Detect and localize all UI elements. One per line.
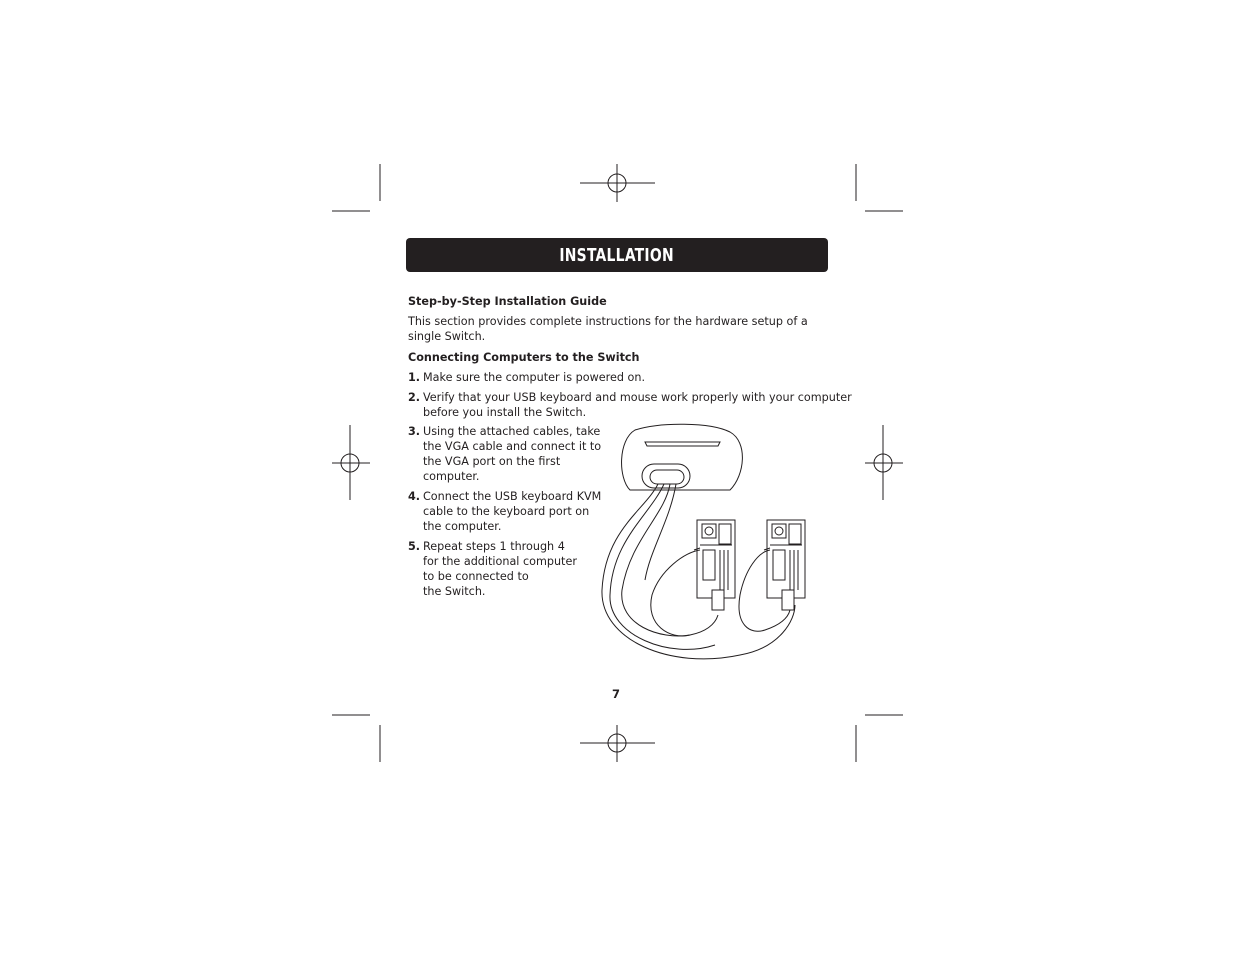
step-line: to be connected to xyxy=(423,570,529,583)
kvm-connection-illustration xyxy=(590,420,830,680)
intro-line: single Switch. xyxy=(408,330,486,343)
page-number: 7 xyxy=(612,687,621,701)
step-text xyxy=(423,539,577,599)
intro-line: This section provides complete instructions for the hardware setup of a xyxy=(408,315,808,328)
step-line: Using the attached cables, take xyxy=(423,425,601,438)
section-banner xyxy=(406,238,828,272)
step-line: for the additional computer xyxy=(423,555,577,568)
step-line: the computer. xyxy=(423,520,502,533)
subsection-heading: Connecting Computers to the Switch xyxy=(408,351,640,364)
section-intro xyxy=(408,314,808,344)
step-line: Repeat steps 1 through 4 xyxy=(423,540,565,553)
step-line: Connect the USB keyboard KVM xyxy=(423,490,602,503)
step-number: 4. xyxy=(408,490,421,503)
step-text xyxy=(423,370,645,385)
step-line: Make sure the computer is powered on. xyxy=(423,371,646,384)
step-line: the Switch. xyxy=(423,585,486,598)
step-text xyxy=(423,424,601,484)
banner-title: INSTALLATION xyxy=(559,244,675,266)
step-line: computer. xyxy=(423,470,480,483)
step-number: 2. xyxy=(408,391,421,404)
step-number: 1. xyxy=(408,371,421,384)
section-heading: Step-by-Step Installation Guide xyxy=(408,295,607,308)
step-text xyxy=(423,390,852,420)
step-text xyxy=(423,489,601,534)
step-line: before you install the Switch. xyxy=(423,406,587,419)
step-number: 3. xyxy=(408,425,421,438)
step-line: Verify that your USB keyboard and mouse work properly with your computer xyxy=(423,391,852,404)
step-line: the VGA port on the first xyxy=(423,455,561,468)
step-line: the VGA cable and connect it to xyxy=(423,440,602,453)
step-line: cable to the keyboard port on xyxy=(423,505,590,518)
step-number: 5. xyxy=(408,540,421,553)
